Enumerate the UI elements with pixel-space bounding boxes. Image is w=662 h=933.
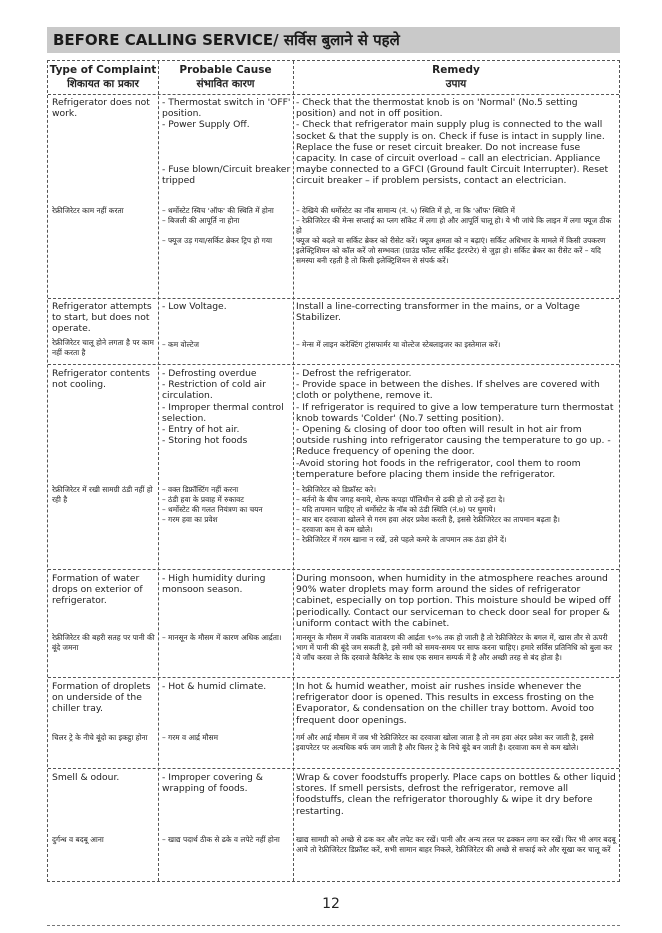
- footer-divider: [47, 925, 620, 926]
- cause-en: - Improper covering & wrapping of foods.: [162, 772, 263, 795]
- remedy-en: During monsoon, when humidity in the atmosphere reaches around 90% water droplets may form around the sides of refrigerator cabinet, especially on top portion. This moisture should be wiped off periodically. Contact our serviceman to check door seal for proper & uniform contact with the cabinet.: [296, 573, 611, 629]
- header-complaint: Type of Complaint शिकायत का प्रकार: [49, 64, 157, 90]
- complaint-hi: रेफ्रीजिरेटर काम नहीं करता: [52, 206, 124, 215]
- cause-hi: – मानसून के मौसम में कारण अधिक आर्द्रता।: [162, 633, 282, 642]
- complaint-en: Refrigerator does not work.: [52, 97, 153, 120]
- cause-en: - High humidity during monsoon season.: [162, 573, 266, 596]
- complaint-en: Formation of water drops on exterior of refrigerator.: [52, 573, 143, 607]
- complaint-en: Refrigerator contents not cooling.: [52, 368, 150, 391]
- complaint-en: Formation of droplets on underside of the chiller tray.: [52, 681, 151, 715]
- column-divider: [158, 61, 159, 881]
- cause-hi: – कम वोल्टेज: [162, 340, 199, 349]
- cause-en: - Hot & humid climate.: [162, 681, 267, 692]
- complaint-hi: रेफ्रीजिरेटर चालू होने लगता है पर काम नहीं करता है: [52, 338, 154, 357]
- complaint-hi: रेफ्रीजिरेटर की बहरी सतह पर पानी की बूंदे जमना: [52, 633, 155, 652]
- page-number: 12: [322, 896, 340, 912]
- remedy-en: Wrap & cover foodstuffs properly. Place caps on bottles & other liquid stores. If smell persists, defrost the refrigerator, remove all foodstuffs, clean the refrigerator thoroughly & wipe it dry before restarting.: [296, 772, 616, 817]
- header-remedy: Remedy उपाय: [432, 64, 480, 90]
- cause-en: - Defrosting overdue - Restriction of cold air circulation. - Improper thermal control selection. - Entry of hot air. - Storing hot foods: [162, 368, 284, 447]
- column-divider: [293, 61, 294, 881]
- cause-hi: – वक्त डिफ्रॉस्टिंग नहीं करना – ठंडी हवा के प्रवाह में रुकावट – थर्मोस्टेट की गलत नियंत्रण का चयन – गरम हवा का प्रवेश: [162, 485, 263, 524]
- row-divider: [48, 677, 619, 678]
- complaint-en: Smell & odour.: [52, 772, 120, 783]
- header-cause: Probable Cause संभावित कारण: [179, 64, 272, 90]
- complaint-hi: चिलर ट्रे के नीचे बूंदो का इकट्ठा होना: [52, 733, 148, 742]
- remedy-hi: – रेफ्रीजिरेटर को डिफ्रॉस्ट करे। – बर्तनो के बीच जगह बनाये, शेल्फ कपड़ा पॉलिथीन से ढकी हो तो उन्हें हटा दे। – यदि तापमान चाहिए तो थर्मोस्टेट के नॉब को ठंडी स्थिति (नं.७) पर घुमाये। – बार बार दरवाजा खोलने से गरम हवा अंदर प्रवेश करती है, इससे रेफ्रीजिरेटर का तापमान बढ़ता है। – दरवाजा कम से कम खोले। – रेफ्रीजिरेटर में गरम खाना न रखें, उसे पहले कमरे के तापमान तक ठंडा होने दें।: [296, 485, 560, 544]
- troubleshooting-table: [47, 60, 620, 882]
- row-divider: [48, 768, 619, 769]
- cause-hi: – गरम व आर्द्र मौसम: [162, 733, 219, 742]
- remedy-hi: – मेन्स में लाइन करेक्टिंग ट्रांसफार्मर या वोल्टेज स्टेबलाइजर का इस्तेमाल करें।: [296, 340, 501, 349]
- row-divider: [48, 364, 619, 365]
- remedy-en: - Check that the thermostat knob is on 'Normal' (No.5 setting position) and not in off position. - Check that refrigerator main supply plug is connected to the wall socket & that the supply is on. Check if fuse is intact in supply line. Replace the fuse or reset circuit breaker. Do not increase fuse capacity. In case of circuit overload – call an electrician. Appliance maybe connected to a GFCI (Ground fault Circuit Interrupter). Reset circuit breaker – if problem persists, contact an electrician.: [296, 97, 609, 187]
- remedy-hi: मानसून के मौसम में जबकि वातावरण की आर्द्रता ९०% तक हो जाती है तो रेफ्रीजिरेटर के बगल में, खास तौर से ऊपरी भाग में पानी की बूंदे जम सकती है, इसे नमी को समय-समय पर साफ करना चाहिए। हमारे सर्विस प्रतिनिधि को बुला कर ये जाँच करवा ले कि दरवाजे कैबिनेट के साथ एक समान सम्पर्क में है और अच्छी तरह से बंद होता है।: [296, 633, 613, 662]
- remedy-en: In hot & humid weather, moist air rushes inside whenever the refrigerator door is opened. This results in excess frosting on the Evaporator, & condensation on the chiller tray bottom. Avoid too frequent door openings.: [296, 681, 595, 726]
- complaint-hi: रेफ्रीजिरेटर में रखी सामग्री ठंडी नहीं हो रही है: [52, 485, 153, 504]
- cause-en: - Thermostat switch in 'OFF' position. - Power Supply Off. - Fuse blown/Circuit breaker tripped: [162, 97, 291, 187]
- remedy-hi: गर्म और आर्द्र मौसम में जब भी रेफ्रीजिरेटर का दरवाजा खोला जाता है तो नम हवा अंदर प्रवेश कर जाती है, इससे इवापरेटर पर अत्यधिक बर्फ जम जाती है और चिलर ट्रे के निचे बूंदे बन जाती है। दरवाजा कम से कम खोले।: [296, 733, 594, 752]
- row-divider: [48, 298, 619, 299]
- page-title: BEFORE CALLING SERVICE/ सर्विस बुलाने से पहले: [53, 31, 400, 49]
- remedy-hi: – देखिये की थर्मोस्टेट का नॉब सामान्य (नं. ५) स्थिति में हो, ना कि 'ऑफ' स्थिति में – रेफ्रीजिरेटर की मेन्स सप्लाई का प्लग सॉकेट में लगा हो और आपूर्ति चालू हो। ये भी जांचे कि लाइन में लगा फ्यूज ठीक हो फ्यूज को बदले या सर्किट ब्रेकर को रीसेट करें। फ्यूज क्षमता को न बढ़ाएं। सर्किट अधिभार के मामले में किसी उपकरण इलेक्ट्रिशियन को कॉल करें जो सम्भवतः (ग्राउंड फॉल्ट सर्किट इंटरप्टेर) से जुड़ा हो। सर्किट ब्रेकर का रीसेट करें – यदि समस्या बनी रहती है तो किसी इलेक्ट्रिशियन से संपर्क करें।: [296, 206, 612, 265]
- remedy-en: Install a line-correcting transformer in the mains, or a Voltage Stabilizer.: [296, 301, 580, 324]
- cause-hi: – थर्मोस्टेट स्विच 'ऑफ' की स्थिति में होना – बिजली की आपूर्ति ना होना – फ्यूज उड़ गया/सर्किट ब्रेकर ट्रिप हो गया: [162, 206, 274, 245]
- remedy-en: - Defrost the refrigerator. - Provide space in between the dishes. If shelves are covered with cloth or polythene, remove it. - If refrigerator is required to give a low temperature turn thermostat knob towards 'Colder' (No.7 setting position). - Opening & closing of door too often will result in hot air from outside rushing into refrigerator causing the temperature to go up. - Reduce frequency of opening the door. -Avoid storing hot foods in the refrigerator, cool them to room temperature before placing them inside the refrigerator.: [296, 368, 614, 480]
- cause-hi: – खाद्य पदार्थ ठीक से ढके व लपेटे नहीं होना: [162, 835, 280, 844]
- complaint-hi: दुर्गन्ध व बदबू आना: [52, 835, 104, 844]
- row-divider: [48, 94, 619, 95]
- complaint-en: Refrigerator attempts to start, but does not operate.: [52, 301, 152, 335]
- remedy-hi: खाद्य सामग्री को अच्छे से ढक कर और लपेट कर रखें। पानी और अन्य तरल पर ढक्कन लगा कर रखें। फिर भी अगर बदबू आये तो रेफ्रीजिरेटर डिफ्रॉस्ट करें, सभी सामान बाहर निकले, रेफ्रीजिरेटर की अच्छे से सफाई करे और सूखा कर चालू करें: [296, 835, 616, 854]
- cause-en: - Low Voltage.: [162, 301, 227, 312]
- row-divider: [48, 569, 619, 570]
- title-banner: [47, 27, 620, 53]
